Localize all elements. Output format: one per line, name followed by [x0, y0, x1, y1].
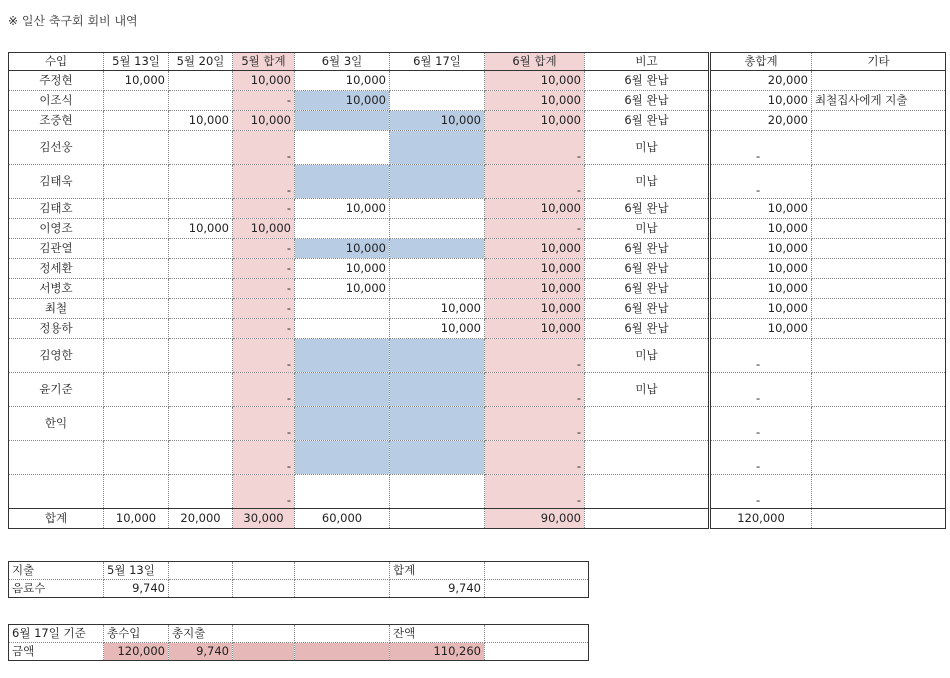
- total-cell: 90,000: [485, 509, 585, 529]
- amount-cell: [169, 259, 233, 279]
- amount-cell: 10,000: [710, 199, 812, 219]
- balance-cell: [233, 643, 295, 661]
- balance-cell: [233, 625, 295, 643]
- expense-cell: [295, 562, 390, 580]
- total-cell: 10,000: [104, 509, 169, 529]
- amount-cell: [169, 239, 233, 259]
- balance-header: [9, 625, 589, 643]
- balance-cell: 6월 17일 기준: [9, 625, 104, 643]
- expense-cell: [233, 580, 295, 598]
- balance-cell: [295, 625, 390, 643]
- amount-cell: [812, 165, 946, 199]
- total-cell: [390, 509, 485, 529]
- member-name: 김관열: [9, 239, 104, 259]
- amount-cell: 10,000: [485, 319, 585, 339]
- note-cell: 6월 완납: [585, 279, 710, 299]
- member-row: [9, 407, 946, 441]
- note-cell: 6월 완납: [585, 71, 710, 91]
- balance-cell: [295, 643, 390, 661]
- member-row: [9, 299, 946, 319]
- amount-cell: [169, 131, 233, 165]
- expense-cell: [295, 580, 390, 598]
- amount-cell: [812, 71, 946, 91]
- total-cell: 20,000: [169, 509, 233, 529]
- amount-cell: [104, 199, 169, 219]
- column-header: 5월 합계: [233, 53, 295, 71]
- amount-cell: 10,000: [390, 299, 485, 319]
- amount-cell: [812, 219, 946, 239]
- member-name: [9, 475, 104, 509]
- amount-cell: -: [710, 407, 812, 441]
- amount-cell: 10,000: [295, 71, 390, 91]
- amount-cell: -: [710, 441, 812, 475]
- amount-cell: -: [233, 319, 295, 339]
- amount-cell: 10,000: [485, 111, 585, 131]
- member-row: [9, 219, 946, 239]
- amount-cell: -: [485, 219, 585, 239]
- amount-cell: 10,000: [485, 279, 585, 299]
- amount-cell: [390, 71, 485, 91]
- note-cell: [585, 407, 710, 441]
- amount-cell: 10,000: [485, 199, 585, 219]
- member-row: [9, 279, 946, 299]
- amount-cell: [390, 441, 485, 475]
- expense-cell: 9,740: [104, 580, 169, 598]
- amount-cell: [812, 441, 946, 475]
- amount-cell: -: [233, 91, 295, 111]
- amount-cell: -: [710, 165, 812, 199]
- amount-cell: -: [233, 165, 295, 199]
- amount-cell: [169, 407, 233, 441]
- balance-cell: 총수입: [104, 625, 169, 643]
- amount-cell: 10,000: [485, 239, 585, 259]
- member-name: 이영조: [9, 219, 104, 239]
- expense-cell: 5월 13일: [104, 562, 169, 580]
- total-cell: [585, 509, 710, 529]
- amount-cell: -: [710, 131, 812, 165]
- amount-cell: [812, 199, 946, 219]
- amount-cell: 10,000: [710, 299, 812, 319]
- amount-cell: [169, 279, 233, 299]
- note-cell: 미납: [585, 165, 710, 199]
- amount-cell: [169, 339, 233, 373]
- column-header: 6월 합계: [485, 53, 585, 71]
- total-cell: [812, 509, 946, 529]
- member-name: [9, 441, 104, 475]
- amount-cell: [104, 279, 169, 299]
- amount-cell: [295, 339, 390, 373]
- amount-cell: [390, 91, 485, 111]
- member-row: [9, 475, 946, 509]
- page-title: ※ 일산 축구회 회비 내역: [8, 14, 138, 28]
- member-row: [9, 165, 946, 199]
- amount-cell: 10,000: [390, 111, 485, 131]
- note-cell: 6월 완납: [585, 319, 710, 339]
- expense-cell: [485, 580, 589, 598]
- amount-cell: [812, 319, 946, 339]
- column-header: 총합계: [710, 53, 812, 71]
- amount-cell: -: [485, 407, 585, 441]
- member-row: [9, 199, 946, 219]
- member-row: [9, 373, 946, 407]
- amount-cell: [390, 239, 485, 259]
- column-header: 비고: [585, 53, 710, 71]
- amount-cell: 10,000: [710, 319, 812, 339]
- note-cell: 미납: [585, 373, 710, 407]
- balance-cell: 9,740: [169, 643, 233, 661]
- member-name: 윤기준: [9, 373, 104, 407]
- amount-cell: -: [233, 239, 295, 259]
- note-cell: 미납: [585, 339, 710, 373]
- amount-cell: [390, 475, 485, 509]
- balance-cell: 110,260: [390, 643, 485, 661]
- column-header: 기타: [812, 53, 946, 71]
- amount-cell: [169, 373, 233, 407]
- dues-ledger-table: [8, 52, 946, 529]
- amount-cell: 10,000: [710, 279, 812, 299]
- member-name: 김영한: [9, 339, 104, 373]
- member-name: 서병호: [9, 279, 104, 299]
- member-row: [9, 239, 946, 259]
- amount-cell: [104, 299, 169, 319]
- amount-cell: [169, 165, 233, 199]
- amount-cell: 10,000: [295, 239, 390, 259]
- balance-cell: 120,000: [104, 643, 169, 661]
- column-header: 5월 20일: [169, 53, 233, 71]
- amount-cell: [812, 475, 946, 509]
- expense-table: [8, 561, 589, 598]
- amount-cell: 10,000: [485, 259, 585, 279]
- note-cell: 미납: [585, 131, 710, 165]
- amount-cell: [812, 407, 946, 441]
- expense-cell: 9,740: [390, 580, 485, 598]
- amount-cell: [390, 199, 485, 219]
- amount-cell: 10,000: [485, 71, 585, 91]
- expense-cell: 합계: [390, 562, 485, 580]
- balance-table: [8, 624, 589, 661]
- amount-cell: 10,000: [485, 91, 585, 111]
- member-row: [9, 259, 946, 279]
- amount-cell: [812, 131, 946, 165]
- amount-cell: -: [710, 475, 812, 509]
- amount-cell: [169, 319, 233, 339]
- balance-row: [9, 643, 589, 661]
- amount-cell: [104, 131, 169, 165]
- amount-cell: 20,000: [710, 71, 812, 91]
- amount-cell: [295, 165, 390, 199]
- member-name: 최철: [9, 299, 104, 319]
- amount-cell: [390, 259, 485, 279]
- amount-cell: 20,000: [710, 111, 812, 131]
- amount-cell: -: [485, 339, 585, 373]
- amount-cell: [295, 111, 390, 131]
- amount-cell: -: [485, 441, 585, 475]
- expense-cell: 지출: [9, 562, 104, 580]
- amount-cell: [104, 319, 169, 339]
- expense-cell: [169, 562, 233, 580]
- member-row: [9, 339, 946, 373]
- note-cell: 미납: [585, 219, 710, 239]
- amount-cell: [104, 165, 169, 199]
- amount-cell: -: [233, 407, 295, 441]
- expense-cell: 음료수: [9, 580, 104, 598]
- amount-cell: [104, 339, 169, 373]
- member-name: 김선웅: [9, 131, 104, 165]
- member-name: 김태욱: [9, 165, 104, 199]
- note-cell: 6월 완납: [585, 199, 710, 219]
- member-name: 정용하: [9, 319, 104, 339]
- amount-cell: 10,000: [295, 91, 390, 111]
- amount-cell: [295, 441, 390, 475]
- balance-cell: [485, 643, 589, 661]
- amount-cell: 10,000: [295, 199, 390, 219]
- member-name: 한익: [9, 407, 104, 441]
- amount-cell: -: [233, 339, 295, 373]
- amount-cell: 10,000: [710, 219, 812, 239]
- amount-cell: [812, 299, 946, 319]
- column-header: 6월 17일: [390, 53, 485, 71]
- amount-cell: -: [710, 339, 812, 373]
- amount-cell: 10,000: [710, 91, 812, 111]
- note-cell: [585, 475, 710, 509]
- amount-cell: [104, 111, 169, 131]
- amount-cell: -: [233, 199, 295, 219]
- expense-cell: [169, 580, 233, 598]
- member-name: 정세환: [9, 259, 104, 279]
- balance-cell: 잔액: [390, 625, 485, 643]
- amount-cell: [104, 475, 169, 509]
- amount-cell: -: [233, 259, 295, 279]
- amount-cell: [390, 373, 485, 407]
- amount-cell: -: [485, 373, 585, 407]
- amount-cell: [390, 339, 485, 373]
- amount-cell: [295, 299, 390, 319]
- expense-row: [9, 580, 589, 598]
- amount-cell: [390, 219, 485, 239]
- member-row: [9, 131, 946, 165]
- amount-cell: -: [233, 475, 295, 509]
- amount-cell: [390, 131, 485, 165]
- amount-cell: [812, 373, 946, 407]
- amount-cell: [390, 407, 485, 441]
- expense-cell: [233, 562, 295, 580]
- amount-cell: [812, 259, 946, 279]
- amount-cell: -: [485, 131, 585, 165]
- amount-cell: [812, 111, 946, 131]
- amount-cell: [169, 91, 233, 111]
- amount-cell: [104, 373, 169, 407]
- amount-cell: [104, 407, 169, 441]
- member-row: [9, 319, 946, 339]
- amount-cell: -: [233, 279, 295, 299]
- member-name: 주정현: [9, 71, 104, 91]
- note-cell: 6월 완납: [585, 239, 710, 259]
- amount-cell: 10,000: [390, 319, 485, 339]
- column-header: 5월 13일: [104, 53, 169, 71]
- amount-cell: [295, 319, 390, 339]
- note-cell: [585, 441, 710, 475]
- totals-row: [9, 509, 946, 529]
- amount-cell: [169, 199, 233, 219]
- amount-cell: [295, 373, 390, 407]
- amount-cell: [295, 475, 390, 509]
- total-cell: 60,000: [295, 509, 390, 529]
- column-header: 수입: [9, 53, 104, 71]
- amount-cell: 10,000: [710, 259, 812, 279]
- amount-cell: [104, 91, 169, 111]
- amount-cell: -: [710, 373, 812, 407]
- amount-cell: 10,000: [169, 219, 233, 239]
- note-cell: 6월 완납: [585, 111, 710, 131]
- amount-cell: [104, 441, 169, 475]
- total-cell: 120,000: [710, 509, 812, 529]
- amount-cell: 최철집사에게 지출: [812, 91, 946, 111]
- member-row: [9, 111, 946, 131]
- expense-cell: [485, 562, 589, 580]
- amount-cell: [812, 279, 946, 299]
- balance-cell: 총지출: [169, 625, 233, 643]
- member-name: 이조식: [9, 91, 104, 111]
- member-row: [9, 71, 946, 91]
- amount-cell: -: [485, 165, 585, 199]
- note-cell: 6월 완납: [585, 299, 710, 319]
- amount-cell: [104, 219, 169, 239]
- amount-cell: 10,000: [233, 219, 295, 239]
- amount-cell: [169, 71, 233, 91]
- amount-cell: [104, 239, 169, 259]
- balance-cell: [485, 625, 589, 643]
- amount-cell: [169, 299, 233, 319]
- amount-cell: 10,000: [233, 111, 295, 131]
- amount-cell: -: [485, 475, 585, 509]
- member-name: 조중현: [9, 111, 104, 131]
- amount-cell: [104, 259, 169, 279]
- member-row: [9, 91, 946, 111]
- amount-cell: 10,000: [169, 111, 233, 131]
- member-row: [9, 441, 946, 475]
- amount-cell: -: [233, 441, 295, 475]
- amount-cell: 10,000: [295, 279, 390, 299]
- amount-cell: 10,000: [233, 71, 295, 91]
- balance-cell: 금액: [9, 643, 104, 661]
- total-cell: 30,000: [233, 509, 295, 529]
- note-cell: 6월 완납: [585, 91, 710, 111]
- column-header: 6월 3일: [295, 53, 390, 71]
- amount-cell: [812, 339, 946, 373]
- amount-cell: [169, 441, 233, 475]
- amount-cell: -: [233, 131, 295, 165]
- amount-cell: -: [233, 373, 295, 407]
- note-cell: 6월 완납: [585, 259, 710, 279]
- amount-cell: [169, 475, 233, 509]
- amount-cell: [812, 239, 946, 259]
- amount-cell: 10,000: [710, 239, 812, 259]
- member-name: 김태호: [9, 199, 104, 219]
- expense-header: [9, 562, 589, 580]
- amount-cell: [390, 165, 485, 199]
- amount-cell: [295, 219, 390, 239]
- amount-cell: [295, 407, 390, 441]
- totals-label: 합계: [9, 509, 104, 529]
- amount-cell: [390, 279, 485, 299]
- amount-cell: -: [233, 299, 295, 319]
- header-row: [9, 53, 946, 71]
- amount-cell: 10,000: [485, 299, 585, 319]
- amount-cell: [295, 131, 390, 165]
- amount-cell: 10,000: [104, 71, 169, 91]
- amount-cell: 10,000: [295, 259, 390, 279]
